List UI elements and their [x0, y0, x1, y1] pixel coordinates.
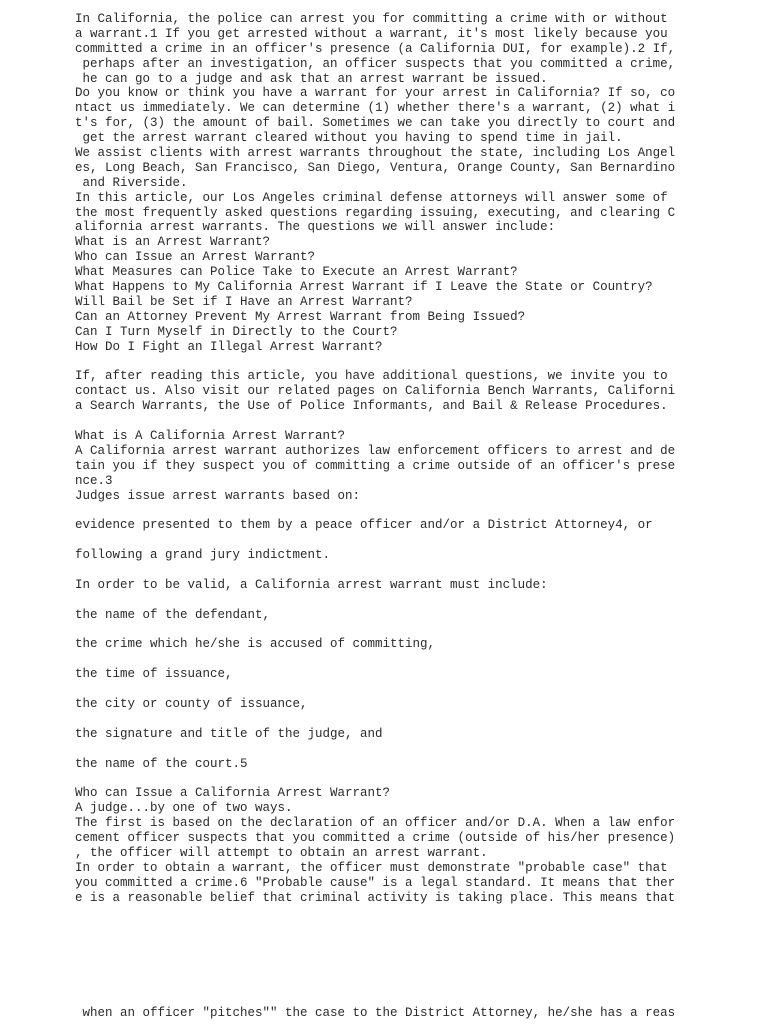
- text-line: In California, the police can arrest you for committing a crime with or without: [75, 12, 668, 26]
- text-line: nce.3: [75, 473, 113, 488]
- text-line: In order to be valid, a California arrest warrant must include:: [75, 577, 548, 592]
- text-line: Can I Turn Myself in Directly to the Court?: [75, 324, 398, 339]
- text-line: In order to obtain a warrant, the officer must demonstrate "probable case" that: [75, 860, 668, 875]
- paragraph-gap: [75, 593, 675, 608]
- text-line: evidence presented to them by a peace officer and/or a District Attorney4, or: [75, 518, 653, 533]
- text-line: and Riverside.: [75, 175, 188, 190]
- text-line: The first is based on the declaration of an officer and/or D.A. When a law enfor: [75, 816, 676, 831]
- text-line: when an officer "pitches"" the case to the District Attorney, he/she has a reas: [75, 1006, 676, 1020]
- text-line: e is a reasonable belief that criminal activity is taking place. This means that: [75, 890, 676, 905]
- text-line: get the arrest warrant cleared without you having to spend time in jail.: [75, 131, 623, 146]
- text-line: In this article, our Los Angeles criminal defense attorneys will answer some of: [75, 190, 668, 205]
- paragraph-gap: [75, 742, 675, 757]
- text-line: the city or county of issuance,: [75, 696, 308, 711]
- paragraph-gap: [75, 533, 675, 548]
- paragraph-gap: [75, 563, 675, 578]
- paragraph-gap: [75, 652, 675, 667]
- paragraph-gap: [75, 623, 675, 638]
- document-body: [75, 12, 675, 905]
- text-line: contact us. Also visit our related pages on California Bench Warrants, Californi: [75, 384, 676, 399]
- text-line: t's for, (3) the amount of bail. Sometimes we can take you directly to court and: [75, 116, 676, 131]
- text-line: a warrant.1 If you get arrested without a warrant, it's most likely because you: [75, 26, 668, 41]
- text-line: What Measures can Police Take to Execute an Arrest Warrant?: [75, 265, 518, 280]
- text-line: the signature and title of the judge, and: [75, 726, 383, 741]
- text-line: If, after reading this article, you have additional questions, we invite you to: [75, 369, 668, 384]
- text-line: A judge...by one of two ways.: [75, 801, 293, 816]
- text-line: tain you if they suspect you of committing a crime outside of an officer's prese: [75, 458, 676, 473]
- text-line: What is A California Arrest Warrant?: [75, 428, 346, 443]
- text-line: a Search Warrants, the Use of Police Informants, and Bail & Release Procedures.: [75, 399, 668, 414]
- text-line: perhaps after an investigation, an officer suspects that you committed a crime,: [75, 56, 676, 71]
- paragraph-gap: [75, 414, 675, 429]
- text-line: Do you know or think you have a warrant for your arrest in California? If so, co: [75, 86, 676, 101]
- text-line: Who can Issue a California Arrest Warrant?: [75, 786, 391, 801]
- paragraph-gap: [75, 354, 675, 369]
- text-line: es, Long Beach, San Francisco, San Diego, Ventura, Orange County, San Bernardino: [75, 160, 676, 175]
- paragraph-gap: [75, 712, 675, 727]
- text-line: the time of issuance,: [75, 667, 233, 682]
- text-line: the most frequently asked questions regarding issuing, executing, and clearing C: [75, 205, 676, 220]
- text-line: the crime which he/she is accused of committing,: [75, 637, 436, 652]
- text-line: What Happens to My California Arrest Warrant if I Leave the State or Country?: [75, 280, 653, 295]
- text-line: you committed a crime.6 "Probable cause" is a legal standard. It means that ther: [75, 875, 676, 890]
- text-line: Who can Issue an Arrest Warrant?: [75, 250, 316, 265]
- document-tail: [75, 1006, 675, 1021]
- text-line: How Do I Fight an Illegal Arrest Warrant?: [75, 339, 383, 354]
- paragraph-gap: [75, 771, 675, 786]
- text-line: Judges issue arrest warrants based on:: [75, 488, 361, 503]
- text-line: he can go to a judge and ask that an arrest warrant be issued.: [75, 71, 548, 86]
- text-line: cement officer suspects that you committed a crime (outside of his/her presence): [75, 830, 676, 845]
- paragraph-gap: [75, 682, 675, 697]
- text-line: the name of the court.5: [75, 756, 248, 771]
- text-line: A California arrest warrant authorizes law enforcement officers to arrest and de: [75, 443, 676, 458]
- text-line: We assist clients with arrest warrants throughout the state, including Los Angel: [75, 146, 676, 161]
- text-line: What is an Arrest Warrant?: [75, 235, 271, 250]
- text-line: Will Bail be Set if I Have an Arrest Warrant?: [75, 294, 413, 309]
- text-line: following a grand jury indictment.: [75, 548, 331, 563]
- text-line: Can an Attorney Prevent My Arrest Warrant from Being Issued?: [75, 309, 526, 324]
- text-line: committed a crime in an officer's presence (a California DUI, for example).2 If,: [75, 41, 676, 56]
- text-line: alifornia arrest warrants. The questions we will answer include:: [75, 220, 556, 235]
- text-line: , the officer will attempt to obtain an arrest warrant.: [75, 845, 488, 860]
- paragraph-gap: [75, 503, 675, 518]
- text-line: the name of the defendant,: [75, 607, 271, 622]
- text-line: ntact us immediately. We can determine (1) whether there's a warrant, (2) what i: [75, 101, 676, 116]
